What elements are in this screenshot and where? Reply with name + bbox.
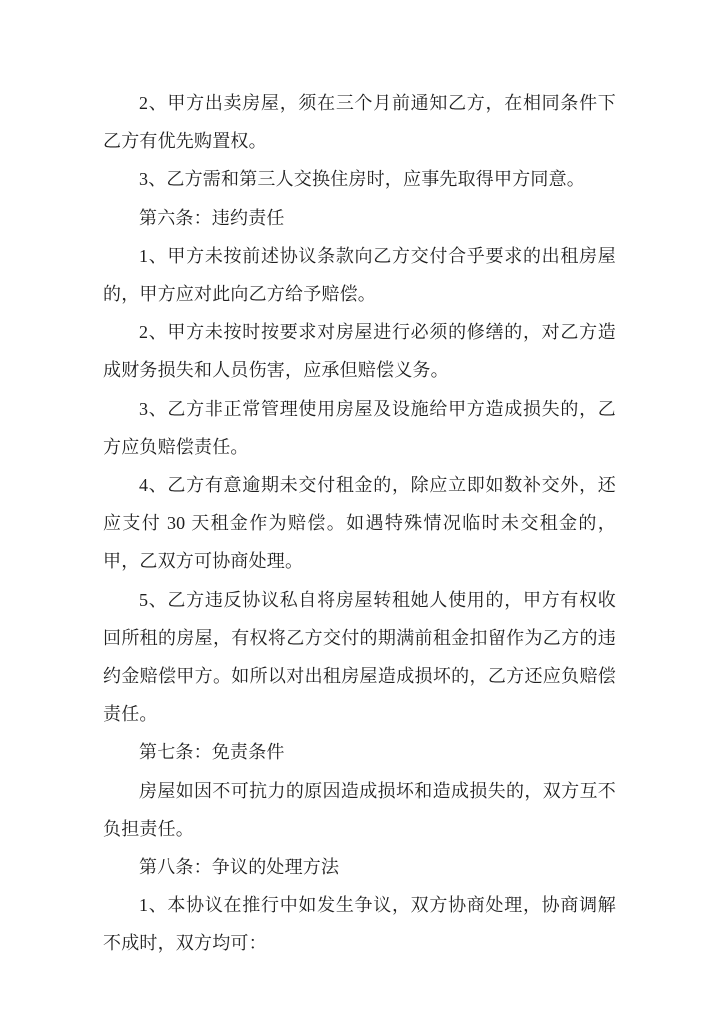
contract-clause: 1、本协议在推行中如发生争议，双方协商处理，协商调解不成时，双方均可： bbox=[103, 895, 616, 954]
contract-clause: 2、甲方出卖房屋，须在三个月前通知乙方，在相同条件下乙方有优先购置权。 bbox=[103, 93, 616, 152]
section-heading: 第七条：免责条件 bbox=[139, 742, 285, 763]
section-heading: 第六条：违约责任 bbox=[139, 207, 285, 228]
contract-clause: 5、乙方违反协议私自将房屋转租她人使用的，甲方有权收回所租的房屋，有权将乙方交付的期满前租金扣留作为乙方的违约金赔偿甲方。如所以对出租房屋造成损坏的，乙方还应负赔偿责任。 bbox=[103, 589, 616, 725]
contract-clause: 3、乙方需和第三人交换住房时，应事先取得甲方同意。 bbox=[139, 169, 585, 190]
contract-clause: 房屋如因不可抗力的原因造成损坏和造成损失的，双方互不负担责任。 bbox=[103, 780, 616, 839]
contract-clause: 4、乙方有意逾期未交付租金的，除应立即如数补交外，还应支付 30 天租金作为赔偿。如遇特殊情况临时未交租金的，甲，乙双方可协商处理。 bbox=[103, 475, 616, 572]
contract-clause: 1、甲方未按前述协议条款向乙方交付合乎要求的出租房屋的，甲方应对此向乙方给予赔偿。 bbox=[103, 245, 616, 305]
contract-clause: 2、甲方未按时按要求对房屋进行必须的修缮的，对乙方造成财务损失和人员伤害，应承但赔偿义务。 bbox=[103, 322, 616, 381]
contract-clause: 3、乙方非正常管理使用房屋及设施给甲方造成损失的，乙方应负赔偿责任。 bbox=[103, 398, 616, 457]
section-heading: 第八条：争议的处理方法 bbox=[139, 857, 340, 878]
